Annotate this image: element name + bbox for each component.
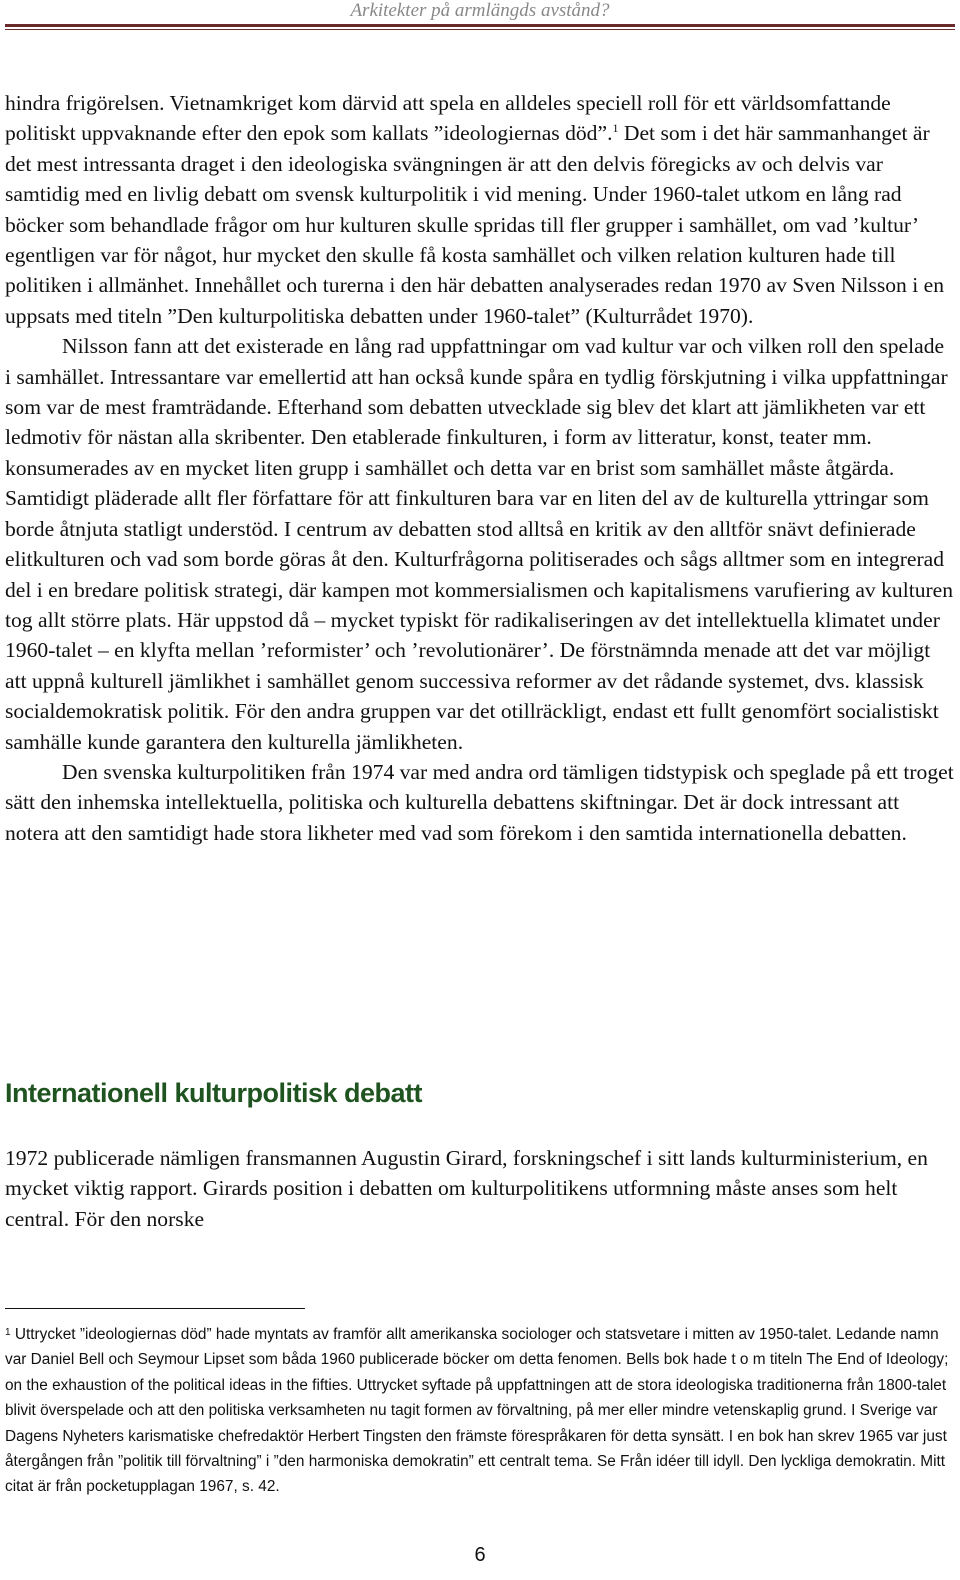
body-paragraph-2: Nilsson fann att det existerade en lång rad uppfattningar om vad kultur var och vilken roll den spelade i samhället. Intressantare var emellertid att han också kunde spåra en tydlig förskjutning i vilka uppfattningar som var de mest framträdande. Efterhand som debatten utvecklade sig blev det klart att jämlikheten var ett ledmotiv för nästan alla skribenter. Den etablerade finkulturen, i form av litteratur, konst, teater mm. konsumerades av en mycket liten grupp i samhället och detta var en brist som samhället måste åtgärda. Samtidigt pläderade allt fler författare för att finkulturen bara var en liten del av de kulturella yttringar som borde åtnjuta statligt understöd. I centrum av debatten stod alltså en kritik av den alltför snävt definierade elitkulturen och vad som borde göras åt den. Kulturfrågorna politiserades och sågs alltmer som en integrerad del i en bredare politisk strategi, där kampen mot kommersialismen och kapitalismens varufiering av kulturen tog allt större plats. Här uppstod då – mycket typiskt för radikaliseringen av det intellektuella klimatet under 1960-talet – en klyfta mellan ’reformister’ och ’revolutionärer’. De förstnämnda menade att det var möjligt att uppnå kulturell jämlikhet i samhället genom successiva reformer av det rådande systemet, dvs. klassisk socialdemokratisk politik. För den andra gruppen var det otillräckligt, endast ett fullt genomfört socialistiskt samhälle kunde garantera den kulturella jämlikheten. [5,334,954,754]
page-number: 6 [474,1544,486,1566]
footnote-number: 1 [5,1327,11,1338]
header-rule-thin [5,29,955,30]
footnote-separator [5,1308,305,1309]
body-paragraph-1-part-2: Det som i det här sammanhanget är det mest intressanta draget i den ideologiska svängningen är att den delvis föregicks av och delvis var samtidig med en livlig debatt om svensk kulturpolitik i vid mening. Under 1960-talet utkom en lång rad böcker som behandlade frågor om hur kulturen skulle spridas till fler grupper i samhället, om vad ’kultur’ egentligen var för något, hur mycket den skulle få kosta samhället och vilken relation kulturen hade till politiken i allmänhet. Innehållet och turerna i den här debatten analyserades redan 1970 av Sven Nilsson i en uppsats med titeln ”Den kulturpolitiska debatten under 1960-talet” (Kulturrådet 1970). [5,121,945,328]
section-body-text [5,1143,955,1234]
footnote [5,1322,955,1500]
footnote-reference[interactable]: 1 [612,121,619,136]
running-header: Arkitekter på armlängds avstånd? [350,0,610,21]
body-paragraph-1 [5,88,955,331]
header-rule-thick [5,24,955,27]
section-heading: Internationell kulturpolitisk debatt [5,1078,423,1108]
section-paragraph-1: 1972 publicerade nämligen fransmannen Augustin Girard, forskningschef i sitt lands kulturministerium, en mycket viktig rapport. Girards position i debatten om kulturpolitikens utformning måste anses som helt central. För den norske [5,1146,928,1231]
footnote-text: Uttrycket ”ideologiernas död” hade myntats av framför allt amerikanska sociologer och statsvetare i mitten av 1950-talet. Ledande namn var Daniel Bell och Seymour Lipset som båda 1960 publicerade böcker om detta fenomen. Bells bok hade t o m titeln The End of Ideology; on the exhaustion of the political ideas in the fifties. Uttrycket syftade på uppfattningen att de stora ideologiska traditionerna från 1800-talet blivit överspelade och att den politiska verksamheten nu tagit formen av förvaltning, på mer eller mindre vetenskaplig grund. I Sverige var Dagens Nyheters karismatiske chefredaktör Herbert Tingsten den främste förespråkaren för detta synsätt. I en bok han skrev 1965 var just återgången från ”politik till förvaltning” i ”den harmoniska demokratin” ett centralt tema. Se Från idéer till idyll. Den lyckliga demokratin. Mitt citat är från pocketupplagan 1967, s. 42. [5,1326,949,1496]
body-paragraph-3: Den svenska kulturpolitiken från 1974 var med andra ord tämligen tidstypisk och speglade på ett troget sätt den inhemska intellektuella, politiska och kulturella debattens skiftningar. Det är dock intressant att notera att den samtidigt hade stora likheter med vad som förekom i den samtida internationella debatten. [5,759,954,845]
body-paragraph-1-part-1: hindra frigörelsen. Vietnamkriget kom därvid att spela en alldeles speciell roll för ett världsomfattande politiskt uppvaknande efter den epok som kallats ”ideologiernas död”. [5,91,891,146]
main-body-text [5,88,955,848]
